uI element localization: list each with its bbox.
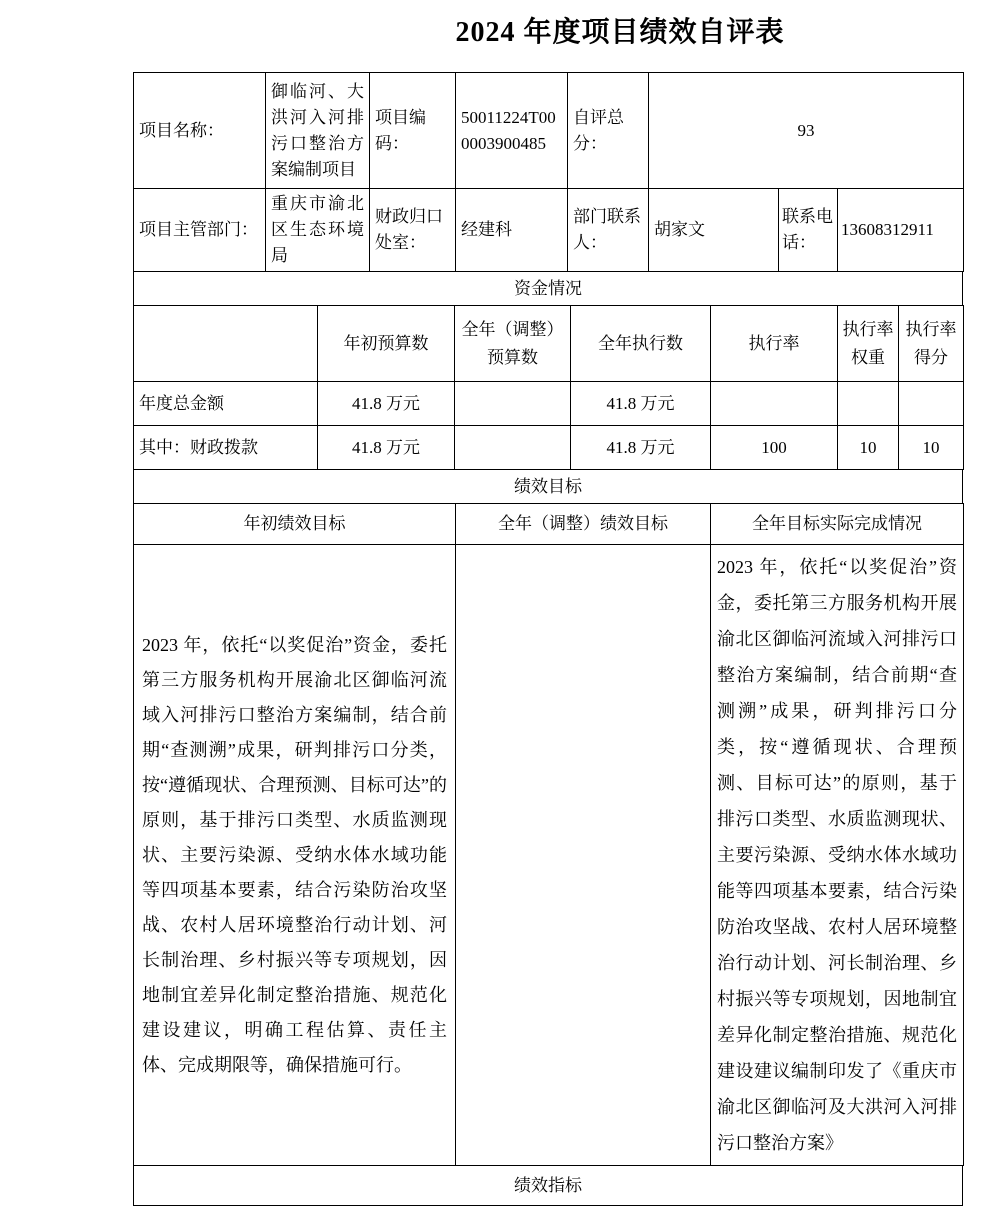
funding-table	[133, 305, 964, 470]
table-row	[134, 189, 964, 272]
funding-cell: 100	[711, 426, 838, 470]
table-row	[134, 73, 964, 189]
actual-completion-text: 2023 年，依托“以奖促治”资金，委托第三方服务机构开展渝北区御临河流域入河排污口整治方案编制，结合前期“查测溯”成果，研判排污口分类，按“遵循现状、合理预测、目标可达”的原则，基于排污口类型、水质监测现状、主要污染源、受纳水体水域功能等四项基本要素，结合污染防治攻坚战、农村人居环境整治行动计划、河长制治理、乡村振兴等专项规划，因地制宜差异化制定整治措施、规范化建设建议编制印发了《重庆市渝北区御临河及大洪河入河排污口整治方案》	[711, 545, 964, 1166]
contact-person-label: 部门联系人：	[568, 189, 649, 272]
phone-value: 13608312911	[838, 189, 964, 272]
funding-header-row	[134, 306, 964, 382]
funding-header-rate-score: 执行率得分	[899, 306, 964, 382]
goals-body-row	[134, 545, 964, 1166]
funding-header-initial-budget: 年初预算数	[318, 306, 455, 382]
department-label: 项目主管部门：	[134, 189, 266, 272]
funding-cell	[455, 382, 571, 426]
table-row	[134, 272, 963, 306]
funding-cell: 10	[838, 426, 899, 470]
funding-cell	[455, 426, 571, 470]
self-score-value: 93	[649, 73, 964, 189]
funding-cell: 41.8 万元	[571, 426, 711, 470]
project-name-label: 项目名称：	[134, 73, 266, 189]
goals-header-actual: 全年目标实际完成情况	[711, 504, 964, 545]
funding-section-title: 资金情况	[134, 272, 963, 306]
funding-cell	[838, 382, 899, 426]
funding-row-label: 其中：财政拨款	[134, 426, 318, 470]
initial-goal-text: 2023 年，依托“以奖促治”资金，委托第三方服务机构开展渝北区御临河流域入河排污口整治方案编制，结合前期“查测溯”成果，研判排污口分类，按“遵循现状、合理预测、目标可达”的原则，基于排污口类型、水质监测现状、主要污染源、受纳水体水域功能等四项基本要素，结合污染防治攻坚战、农村人居环境整治行动计划、河长制治理、乡村振兴等专项规划，因地制宜差异化制定整治措施、规范化建设建议，明确工程估算、责任主体、完成期限等，确保措施可行。	[134, 545, 456, 1166]
funding-section-header	[133, 271, 963, 306]
funding-header-rate-weight: 执行率权重	[838, 306, 899, 382]
goals-header-initial: 年初绩效目标	[134, 504, 456, 545]
finance-office-label: 财政归口处室：	[370, 189, 456, 272]
self-score-label: 自评总分：	[568, 73, 649, 189]
funding-row-fiscal	[134, 426, 964, 470]
project-name-value: 御临河、大洪河入河排污口整治方案编制项目	[266, 73, 370, 189]
project-code-value: 50011224T000003900485	[456, 73, 568, 189]
goals-table	[133, 503, 964, 1166]
finance-office-value: 经建科	[456, 189, 568, 272]
document-title: 2024 年度项目绩效自评表	[455, 17, 785, 48]
indicators-section-title: 绩效指标	[134, 1166, 963, 1206]
funding-header-execution-rate: 执行率	[711, 306, 838, 382]
funding-cell	[899, 382, 964, 426]
goals-section-title: 绩效目标	[134, 470, 963, 504]
self-evaluation-table	[133, 72, 963, 1206]
project-info-table	[133, 72, 964, 272]
adjusted-goal-text	[456, 545, 711, 1166]
table-row	[134, 470, 963, 504]
project-code-label: 项目编码：	[370, 73, 456, 189]
table-row	[134, 1166, 963, 1206]
funding-cell: 41.8 万元	[318, 426, 455, 470]
funding-cell: 41.8 万元	[571, 382, 711, 426]
indicators-section-header	[133, 1165, 963, 1206]
funding-cell: 10	[899, 426, 964, 470]
contact-person-value: 胡家文	[649, 189, 779, 272]
phone-label: 联系电话：	[779, 189, 838, 272]
funding-cell	[711, 382, 838, 426]
funding-row-total	[134, 382, 964, 426]
department-value: 重庆市渝北区生态环境局	[266, 189, 370, 272]
funding-cell: 41.8 万元	[318, 382, 455, 426]
funding-header-blank	[134, 306, 318, 382]
goals-section-header	[133, 469, 963, 504]
funding-row-label: 年度总金额	[134, 382, 318, 426]
funding-header-adjusted-budget: 全年（调整）预算数	[455, 306, 571, 382]
goals-header-row	[134, 504, 964, 545]
goals-header-adjusted: 全年（调整）绩效目标	[456, 504, 711, 545]
funding-header-executed: 全年执行数	[571, 306, 711, 382]
